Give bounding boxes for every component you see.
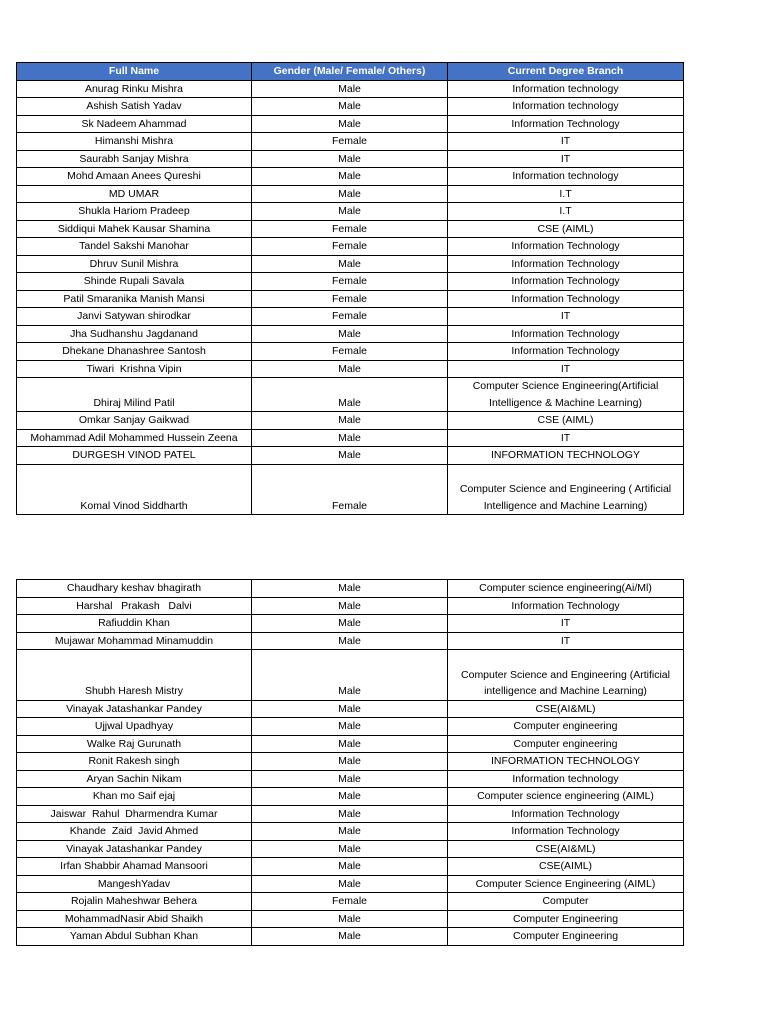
table-row (17, 80, 684, 98)
cell-degree-branch: Information Technology (448, 823, 684, 841)
table-row (17, 858, 684, 876)
cell-degree-branch: Computer science engineering (AIML) (448, 788, 684, 806)
cell-gender: Female (252, 308, 448, 326)
table-body-lower (17, 580, 684, 946)
table-row (17, 893, 684, 911)
cell-gender: Male (252, 597, 448, 615)
table-row (17, 753, 684, 771)
cell-degree-branch: Information Technology (448, 273, 684, 291)
cell-full-name: Shukla Hariom Pradeep (17, 203, 252, 221)
cell-degree-branch: Information Technology (448, 805, 684, 823)
cell-full-name: Dhiraj Milind Patil (17, 378, 252, 412)
table-row (17, 378, 684, 412)
table-row (17, 823, 684, 841)
table-row (17, 238, 684, 256)
table-row (17, 150, 684, 168)
cell-full-name: Aryan Sachin Nikam (17, 770, 252, 788)
cell-full-name: Vinayak Jatashankar Pandey (17, 840, 252, 858)
table-row (17, 360, 684, 378)
cell-degree-branch: CSE(AIML) (448, 858, 684, 876)
cell-gender: Male (252, 150, 448, 168)
cell-gender: Male (252, 447, 448, 465)
cell-degree-branch: I.T (448, 203, 684, 221)
cell-degree-branch: Computer Science and Engineering (Artificial intelligence and Machine Learning) (448, 650, 684, 701)
cell-full-name: Mujawar Mohammad Minamuddin (17, 632, 252, 650)
table-row (17, 412, 684, 430)
cell-gender: Male (252, 580, 448, 598)
cell-degree-branch: Information technology (448, 168, 684, 186)
cell-gender: Female (252, 893, 448, 911)
table-row (17, 840, 684, 858)
table-row (17, 650, 684, 701)
table-row (17, 447, 684, 465)
cell-degree-branch: Computer Engineering (448, 910, 684, 928)
cell-full-name: Vinayak Jatashankar Pandey (17, 700, 252, 718)
cell-gender: Male (252, 753, 448, 771)
cell-gender: Male (252, 615, 448, 633)
table-row (17, 770, 684, 788)
table-row (17, 290, 684, 308)
cell-degree-branch: Information technology (448, 770, 684, 788)
cell-degree-branch: CSE (AIML) (448, 220, 684, 238)
table-row (17, 168, 684, 186)
table-row (17, 464, 684, 515)
cell-full-name: Anurag Rinku Mishra (17, 80, 252, 98)
cell-gender: Male (252, 115, 448, 133)
table-row (17, 133, 684, 151)
cell-degree-branch: INFORMATION TECHNOLOGY (448, 447, 684, 465)
cell-degree-branch: Information Technology (448, 238, 684, 256)
table-row (17, 632, 684, 650)
table-row (17, 718, 684, 736)
cell-gender: Male (252, 80, 448, 98)
cell-degree-branch: I.T (448, 185, 684, 203)
cell-gender: Male (252, 735, 448, 753)
cell-full-name: Irfan Shabbir Ahamad Mansoori (17, 858, 252, 876)
cell-gender: Female (252, 238, 448, 256)
cell-full-name: Ashish Satish Yadav (17, 98, 252, 116)
cell-degree-branch: Information technology (448, 80, 684, 98)
table-row (17, 308, 684, 326)
table-body-upper (17, 80, 684, 515)
cell-degree-branch: Computer Science and Engineering ( Artificial Intelligence and Machine Learning) (448, 464, 684, 515)
cell-gender: Female (252, 220, 448, 238)
table-row (17, 910, 684, 928)
cell-gender: Male (252, 255, 448, 273)
cell-full-name: Mohd Amaan Anees Qureshi (17, 168, 252, 186)
cell-degree-branch: Computer (448, 893, 684, 911)
cell-full-name: Shinde Rupali Savala (17, 273, 252, 291)
cell-gender: Male (252, 840, 448, 858)
cell-gender: Female (252, 133, 448, 151)
student-table-lower (16, 579, 684, 946)
cell-full-name: Tandel Sakshi Manohar (17, 238, 252, 256)
cell-gender: Male (252, 718, 448, 736)
cell-full-name: Tiwari Krishna Vipin (17, 360, 252, 378)
table-row (17, 735, 684, 753)
cell-degree-branch: IT (448, 133, 684, 151)
table-row (17, 597, 684, 615)
cell-full-name: Rojalin Maheshwar Behera (17, 893, 252, 911)
cell-gender: Male (252, 378, 448, 412)
cell-degree-branch: Information Technology (448, 343, 684, 361)
cell-full-name: Ronit Rakesh singh (17, 753, 252, 771)
table-row (17, 580, 684, 598)
table-row (17, 429, 684, 447)
cell-full-name: Ujjwal Upadhyay (17, 718, 252, 736)
table-row (17, 273, 684, 291)
cell-gender: Male (252, 928, 448, 946)
cell-gender: Male (252, 805, 448, 823)
cell-degree-branch: Information Technology (448, 255, 684, 273)
cell-full-name: Harshal Prakash Dalvi (17, 597, 252, 615)
cell-gender: Female (252, 464, 448, 515)
cell-gender: Male (252, 632, 448, 650)
cell-gender: Male (252, 650, 448, 701)
cell-degree-branch: Computer Science Engineering(Artificial Intelligence & Machine Learning) (448, 378, 684, 412)
cell-full-name: Dhekane Dhanashree Santosh (17, 343, 252, 361)
header-row (17, 63, 684, 81)
cell-degree-branch: IT (448, 360, 684, 378)
cell-full-name: Himanshi Mishra (17, 133, 252, 151)
cell-full-name: Siddiqui Mahek Kausar Shamina (17, 220, 252, 238)
cell-degree-branch: Information technology (448, 98, 684, 116)
cell-degree-branch: INFORMATION TECHNOLOGY (448, 753, 684, 771)
cell-gender: Male (252, 875, 448, 893)
table-row (17, 115, 684, 133)
cell-gender: Male (252, 203, 448, 221)
cell-degree-branch: Computer engineering (448, 735, 684, 753)
cell-full-name: Mohammad Adil Mohammed Hussein Zeena (17, 429, 252, 447)
cell-gender: Male (252, 770, 448, 788)
cell-degree-branch: Computer Engineering (448, 928, 684, 946)
cell-gender: Female (252, 273, 448, 291)
cell-gender: Female (252, 343, 448, 361)
cell-full-name: MangeshYadav (17, 875, 252, 893)
cell-full-name: Walke Raj Gurunath (17, 735, 252, 753)
cell-gender: Male (252, 910, 448, 928)
cell-degree-branch: Information Technology (448, 325, 684, 343)
cell-degree-branch: IT (448, 429, 684, 447)
cell-full-name: Omkar Sanjay Gaikwad (17, 412, 252, 430)
table-row (17, 700, 684, 718)
header-degree-branch: Current Degree Branch (448, 63, 684, 81)
cell-full-name: Saurabh Sanjay Mishra (17, 150, 252, 168)
table-row (17, 875, 684, 893)
cell-gender: Male (252, 168, 448, 186)
cell-degree-branch: IT (448, 615, 684, 633)
table-row (17, 788, 684, 806)
cell-degree-branch: Information Technology (448, 597, 684, 615)
cell-full-name: DURGESH VINOD PATEL (17, 447, 252, 465)
cell-gender: Male (252, 823, 448, 841)
cell-degree-branch: IT (448, 150, 684, 168)
cell-gender: Male (252, 412, 448, 430)
cell-gender: Male (252, 98, 448, 116)
cell-degree-branch: IT (448, 632, 684, 650)
cell-full-name: MohammadNasir Abid Shaikh (17, 910, 252, 928)
cell-full-name: Rafiuddin Khan (17, 615, 252, 633)
table-row (17, 615, 684, 633)
cell-full-name: Dhruv Sunil Mishra (17, 255, 252, 273)
cell-degree-branch: Information Technology (448, 290, 684, 308)
cell-full-name: Yaman Abdul Subhan Khan (17, 928, 252, 946)
cell-full-name: Chaudhary keshav bhagirath (17, 580, 252, 598)
cell-degree-branch: CSE(AI&ML) (448, 700, 684, 718)
cell-degree-branch: IT (448, 308, 684, 326)
cell-degree-branch: Information Technology (448, 115, 684, 133)
cell-full-name: Shubh Haresh Mistry (17, 650, 252, 701)
cell-gender: Male (252, 360, 448, 378)
header-gender: Gender (Male/ Female/ Others) (252, 63, 448, 81)
cell-degree-branch: Computer engineering (448, 718, 684, 736)
header-full-name: Full Name (17, 63, 252, 81)
table-row (17, 343, 684, 361)
cell-full-name: Janvi Satywan shirodkar (17, 308, 252, 326)
cell-degree-branch: Computer science engineering(Ai/Ml) (448, 580, 684, 598)
cell-gender: Male (252, 429, 448, 447)
cell-full-name: Khande Zaid Javid Ahmed (17, 823, 252, 841)
cell-gender: Male (252, 700, 448, 718)
cell-degree-branch: CSE (AIML) (448, 412, 684, 430)
table-row (17, 325, 684, 343)
student-table-upper (16, 62, 684, 515)
table-row (17, 98, 684, 116)
cell-full-name: Jha Sudhanshu Jagdanand (17, 325, 252, 343)
cell-full-name: Sk Nadeem Ahammad (17, 115, 252, 133)
cell-degree-branch: CSE(AI&ML) (448, 840, 684, 858)
cell-degree-branch: Computer Science Engineering (AIML) (448, 875, 684, 893)
cell-full-name: Komal Vinod Siddharth (17, 464, 252, 515)
cell-full-name: Khan mo Saif ejaj (17, 788, 252, 806)
table-row (17, 255, 684, 273)
table-row (17, 220, 684, 238)
cell-gender: Male (252, 788, 448, 806)
cell-gender: Male (252, 858, 448, 876)
table-row (17, 203, 684, 221)
cell-full-name: MD UMAR (17, 185, 252, 203)
cell-gender: Male (252, 325, 448, 343)
cell-gender: Male (252, 185, 448, 203)
cell-gender: Female (252, 290, 448, 308)
table-row (17, 805, 684, 823)
table-row (17, 185, 684, 203)
cell-full-name: Patil Smaranika Manish Mansi (17, 290, 252, 308)
cell-full-name: Jaiswar Rahul Dharmendra Kumar (17, 805, 252, 823)
table-row (17, 928, 684, 946)
